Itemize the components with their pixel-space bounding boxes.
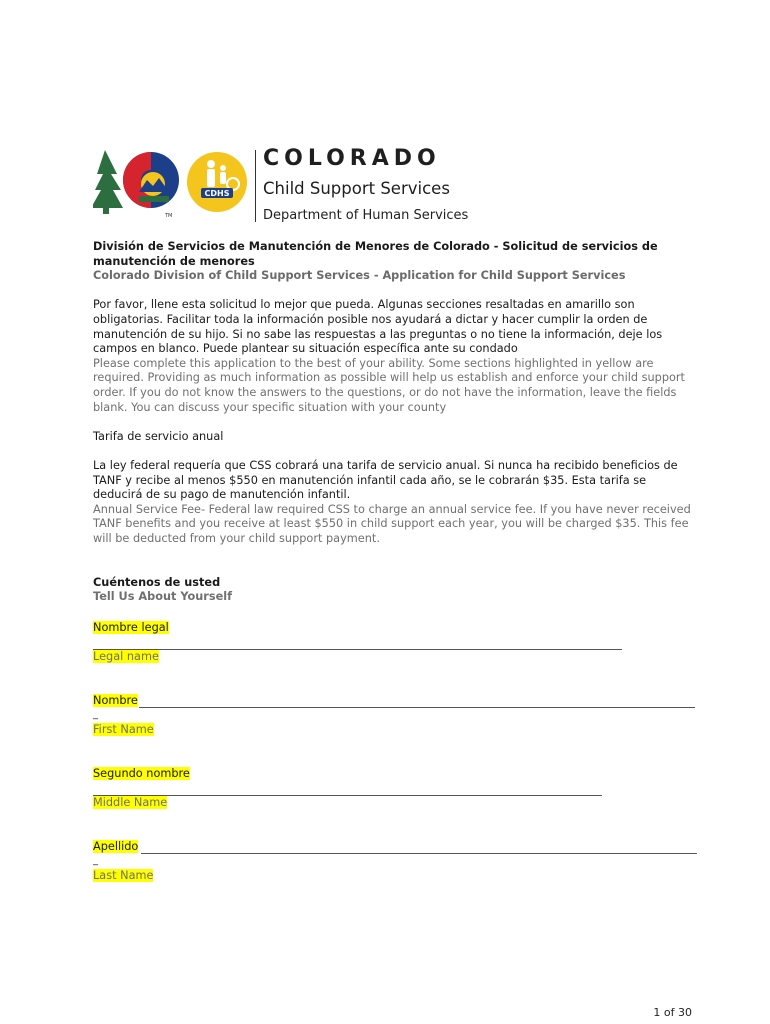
instructions-english: Please complete this application to the best of your ability. Some sections highlighted in yellow are required. Providing as much information as possible will help us establish and enforce your child support order. If you do not know the answers to the questions, or do not have the information, leave the fields blank. You can discuss your specific situation with your county [93, 356, 685, 414]
fee-english: Annual Service Fee- Federal law required CSS to charge an annual service fee. If you have never received TANF benefits and you receive at least $550 in child support each year, you will be charged $35. This fee will be deducted from your child support payment. [93, 502, 691, 545]
last-name-input-line[interactable] [141, 853, 697, 854]
about-heading-spanish: Cuéntenos de usted [93, 575, 221, 589]
about-heading-english: Tell Us About Yourself [93, 590, 233, 604]
first-name-label-es: Nombre [93, 694, 138, 707]
last-name-stray-underscore: _ [93, 855, 98, 866]
instructions-spanish: Por favor, llene esta solicitud lo mejor que pueda. Algunas secciones resaltadas en amarillo son obligatorias. Facilitar toda la información posible nos ayudará a dictar y hacer cumplir la orden de manutención de su hijo. Si no sabe las respuestas a las preguntas o no tiene la información, deje los campos en blanco. Puede plantear su situación específica ante su condado [93, 298, 663, 356]
brand-name: COLORADO [263, 146, 441, 171]
middle-name-label-es: Segundo nombre [93, 767, 190, 780]
last-name-label-en: Last Name [93, 869, 154, 882]
intro-section [93, 240, 693, 605]
logo-divider [255, 150, 256, 222]
title-spanish: División de Servicios de Manutención de Menores de Colorado - Solicitud de servicios de manutención de menores [93, 240, 658, 268]
unit-name: Child Support Services [263, 179, 450, 198]
fee-heading: Tarifa de servicio anual [93, 429, 224, 443]
middle-name-label-en: Middle Name [93, 796, 168, 809]
header-logo [93, 146, 473, 226]
colorado-cdhs-logo-icon [93, 146, 253, 226]
first-name-input-line[interactable] [139, 707, 695, 708]
fee-spanish: La ley federal requería que CSS cobrará una tarifa de servicio anual. Si nunca ha recibido beneficios de TANF y recibe al menos $550 en manutención infantil cada año, se le cobrarán $35. Esta tarifa se deducirá de su pago de manutención infantil. [93, 458, 678, 502]
title-english: Colorado Division of Child Support Services - Application for Child Support Services [93, 269, 626, 283]
middle-name-input-line[interactable] [93, 795, 602, 796]
first-name-stray-underscore: _ [93, 709, 98, 720]
last-name-label-es: Apellido [93, 840, 139, 853]
cdhs-badge-label: CDHS [204, 189, 230, 198]
legal-name-input-line[interactable] [93, 649, 622, 650]
department-name: Department of Human Services [263, 208, 469, 223]
legal-name-label-es: Nombre legal [93, 621, 169, 634]
tm-mark: TM [165, 213, 173, 219]
legal-name-label-en: Legal name [93, 650, 159, 663]
first-name-label-en: First Name [93, 723, 154, 736]
page-number: 1 of 30 [653, 1006, 692, 1019]
